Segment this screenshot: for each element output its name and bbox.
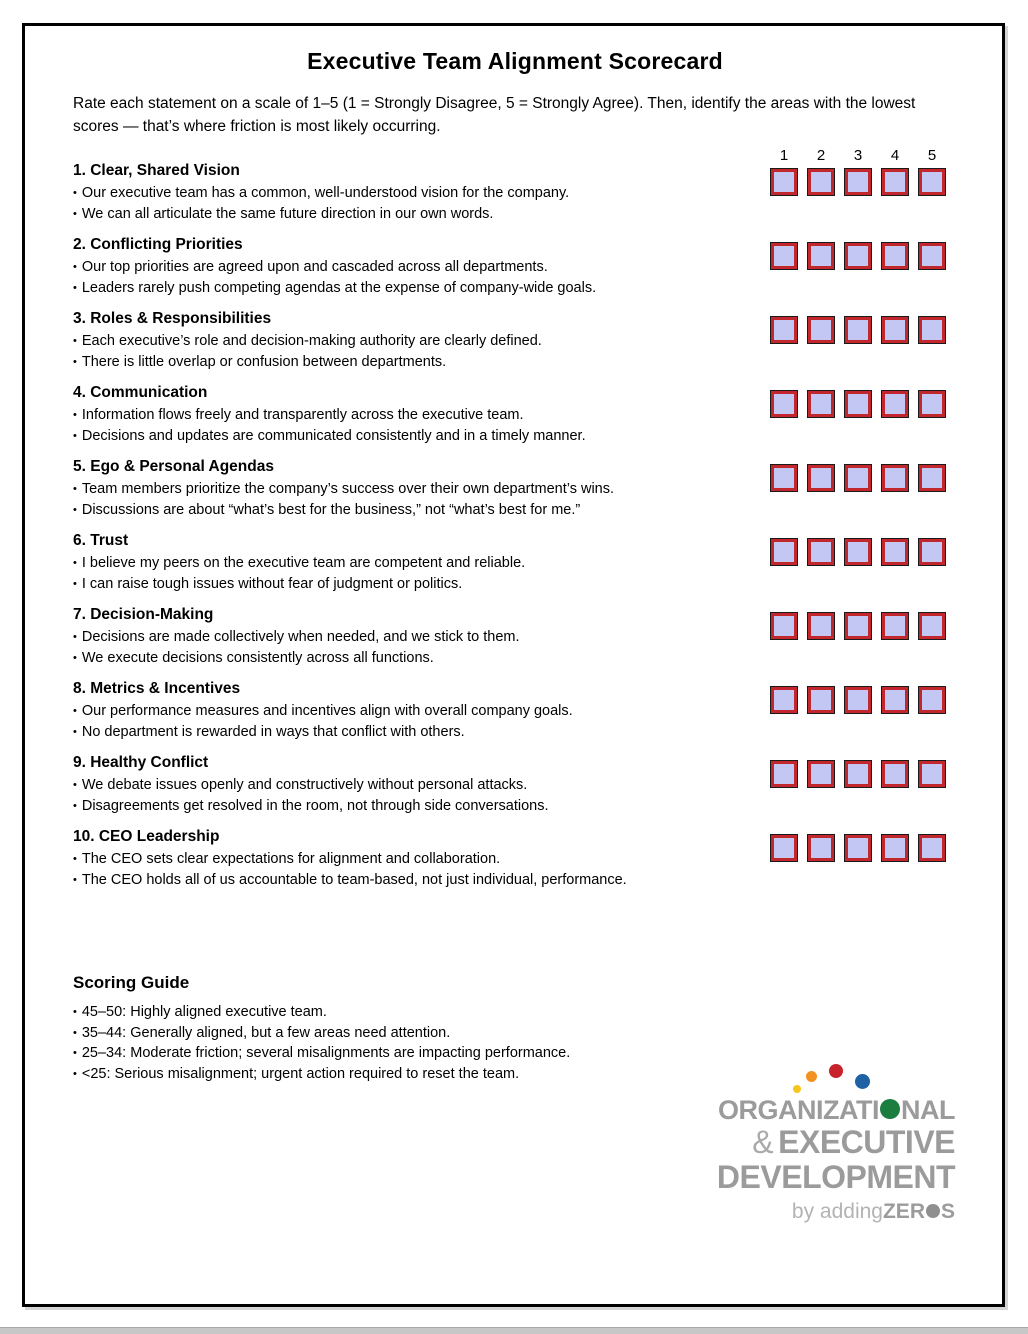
rating-checkbox-5[interactable] <box>919 687 945 713</box>
section-text <box>73 753 549 816</box>
section-heading: 9. Healthy Conflict <box>73 754 209 771</box>
scoring-guide-item <box>73 1043 957 1064</box>
rating-section-4 <box>73 383 957 446</box>
scale-label-2: 2 <box>816 147 826 164</box>
rating-checkbox-2[interactable] <box>808 539 834 565</box>
blue-dot-icon <box>855 1074 870 1089</box>
section-heading: 8. Metrics & Incentives <box>73 680 241 697</box>
checkbox-row <box>771 539 945 565</box>
logo-text: EXECUTIVE <box>778 1124 955 1160</box>
statement <box>73 183 569 204</box>
rating-checkbox-1[interactable] <box>771 687 797 713</box>
bullet-icon: • <box>73 631 77 643</box>
rating-section-5 <box>73 457 957 520</box>
rating-checkbox-3[interactable] <box>845 539 871 565</box>
rating-checkbox-1[interactable] <box>771 391 797 417</box>
statement <box>73 405 586 426</box>
logo-byline <box>665 1199 955 1224</box>
bullet-icon: • <box>73 1026 77 1039</box>
bullet-icon: • <box>73 281 77 294</box>
scale-label-1: 1 <box>779 147 789 164</box>
bullet-icon: • <box>73 705 77 717</box>
statement <box>73 870 627 891</box>
rating-row <box>771 687 945 713</box>
bullet-icon: • <box>73 577 77 590</box>
bullet-icon: • <box>73 335 77 347</box>
rating-checkbox-2[interactable] <box>808 391 834 417</box>
statement <box>73 553 525 574</box>
statement <box>73 627 520 648</box>
section-text <box>73 309 542 372</box>
section-heading: 4. Communication <box>73 384 208 401</box>
rating-checkbox-1[interactable] <box>771 835 797 861</box>
scale-label-3: 3 <box>853 147 863 164</box>
section-heading: 2. Conflicting Priorities <box>73 236 243 253</box>
rating-checkbox-3[interactable] <box>845 761 871 787</box>
section-text <box>73 531 525 594</box>
bullet-icon: • <box>73 207 77 220</box>
statement-text: Disagreements get resolved in the room, not through side conversations. <box>81 797 549 814</box>
statement-text: Our executive team has a common, well-understood vision for the company. <box>81 185 570 201</box>
section-heading: 3. Roles & Responsibilities <box>73 310 272 327</box>
rating-checkbox-4[interactable] <box>882 465 908 491</box>
scoring-guide-item <box>73 1002 957 1023</box>
checkbox-row <box>771 613 945 639</box>
scoring-guide-text: 45–50: Highly aligned executive team. <box>81 1004 327 1020</box>
section-text <box>73 235 596 298</box>
statement-text: Discussions are about “what’s best for the business,” not “what’s best for me.” <box>81 501 581 518</box>
addingzeros-logo <box>665 1063 955 1224</box>
statement-text: I can raise tough issues without fear of judgment or politics. <box>81 575 463 592</box>
bullet-icon: • <box>73 409 77 421</box>
statement-text: We can all articulate the same future direction in our own words. <box>81 205 494 222</box>
green-circle-icon <box>880 1099 900 1119</box>
rating-row <box>771 243 945 269</box>
rating-checkbox-1[interactable] <box>771 465 797 491</box>
bullet-icon: • <box>73 1047 77 1059</box>
rating-checkbox-2[interactable] <box>808 687 834 713</box>
bullet-icon: • <box>73 799 77 812</box>
rating-section-10 <box>73 827 957 890</box>
statement <box>73 775 549 796</box>
section-text <box>73 827 627 890</box>
rating-checkbox-2[interactable] <box>808 169 834 195</box>
statement <box>73 204 569 225</box>
statement-text: Our performance measures and incentives align with overall company goals. <box>81 703 573 719</box>
scoring-guide-text: <25: Serious misalignment; urgent action required to reset the team. <box>81 1065 520 1082</box>
rating-checkbox-5[interactable] <box>919 465 945 491</box>
statement <box>73 796 549 817</box>
statement-text: Leaders rarely push competing agendas at the expense of company-wide goals. <box>81 279 597 296</box>
checkbox-row <box>771 391 945 417</box>
rating-checkbox-5[interactable] <box>919 243 945 269</box>
statement-text: Team members prioritize the company’s success over their own department’s wins. <box>81 481 615 497</box>
statement <box>73 500 614 521</box>
rating-checkbox-3[interactable] <box>845 391 871 417</box>
bullet-icon: • <box>73 725 77 738</box>
section-heading: 5. Ego & Personal Agendas <box>73 458 274 475</box>
intro-text: Rate each statement on a scale of 1–5 (1 = Strongly Disagree, 5 = Strongly Agree). Then, identify the areas with the lowest scores — that’s where friction is most likely occurring. <box>73 95 916 135</box>
scoring-guide-heading: Scoring Guide <box>73 973 190 992</box>
orange-dot-icon <box>806 1071 817 1082</box>
byline-text: by adding <box>791 1200 883 1223</box>
gray-circle-icon <box>926 1204 940 1218</box>
rating-checkbox-1[interactable] <box>771 317 797 343</box>
checkbox-row <box>771 835 945 861</box>
bullet-icon: • <box>73 261 77 273</box>
logo-line-executive <box>665 1125 955 1160</box>
rating-checkbox-2[interactable] <box>808 761 834 787</box>
rating-section-3 <box>73 309 957 372</box>
statement <box>73 278 596 299</box>
checkbox-row <box>771 169 945 195</box>
statement-text: Decisions and updates are communicated consistently and in a timely manner. <box>81 427 586 444</box>
bullet-icon: • <box>73 429 77 442</box>
rating-row <box>771 147 945 195</box>
rating-checkbox-2[interactable] <box>808 317 834 343</box>
rating-checkbox-1[interactable] <box>771 761 797 787</box>
statement-text: Each executive’s role and decision-making authority are clearly defined. <box>81 333 542 349</box>
rating-checkbox-2[interactable] <box>808 243 834 269</box>
checkbox-row <box>771 317 945 343</box>
section-heading: 1. Clear, Shared Vision <box>73 162 240 179</box>
rating-section-7 <box>73 605 957 668</box>
rating-row <box>771 391 945 417</box>
rating-checkbox-5[interactable] <box>919 613 945 639</box>
bullet-icon: • <box>73 355 77 368</box>
rating-checkbox-3[interactable] <box>845 169 871 195</box>
rating-row <box>771 465 945 491</box>
checkbox-row <box>771 761 945 787</box>
bullet-icon: • <box>73 503 77 516</box>
rating-checkbox-3[interactable] <box>845 687 871 713</box>
statement <box>73 426 586 447</box>
logo-text: ORGANIZATI <box>718 1095 879 1125</box>
rating-checkbox-2[interactable] <box>808 465 834 491</box>
rating-section-8 <box>73 679 957 742</box>
logo-dots <box>665 1063 955 1095</box>
section-heading: 6. Trust <box>73 532 129 549</box>
bullet-icon: • <box>73 187 77 199</box>
scoring-guide-item <box>73 1023 957 1044</box>
rating-checkbox-4[interactable] <box>882 613 908 639</box>
rating-row <box>771 539 945 565</box>
rating-checkbox-1[interactable] <box>771 539 797 565</box>
checkbox-row <box>771 243 945 269</box>
checkbox-row <box>771 687 945 713</box>
rating-checkbox-3[interactable] <box>845 613 871 639</box>
rating-checkbox-5[interactable] <box>919 169 945 195</box>
statement <box>73 648 520 669</box>
logo-text: NAL <box>901 1095 955 1125</box>
bullet-icon: • <box>73 483 77 495</box>
rating-row <box>771 835 945 861</box>
statement <box>73 574 525 595</box>
page-bottom-bar <box>0 1327 1028 1334</box>
statement-text: We execute decisions consistently across all functions. <box>81 649 434 666</box>
statement-text: Information flows freely and transparently across the executive team. <box>81 407 524 423</box>
statement-text: The CEO sets clear expectations for alignment and collaboration. <box>81 851 501 867</box>
scoring-guide-text: 35–44: Generally aligned, but a few areas need attention. <box>81 1024 451 1041</box>
section-text <box>73 161 569 224</box>
rating-section-2 <box>73 235 957 298</box>
page-title: Executive Team Alignment Scorecard <box>307 48 723 74</box>
statement <box>73 849 627 870</box>
scoring-guide-text: 25–34: Moderate friction; several misalignments are impacting performance. <box>81 1045 571 1061</box>
statement-text: The CEO holds all of us accountable to team-based, not just individual, performance. <box>81 871 627 888</box>
scale-labels <box>771 147 945 165</box>
statement-text: I believe my peers on the executive team are competent and reliable. <box>81 555 526 571</box>
rating-checkbox-1[interactable] <box>771 613 797 639</box>
bullet-icon: • <box>73 557 77 569</box>
rating-checkbox-1[interactable] <box>771 169 797 195</box>
rating-checkbox-5[interactable] <box>919 835 945 861</box>
rating-checkbox-5[interactable] <box>919 539 945 565</box>
rating-checkbox-2[interactable] <box>808 613 834 639</box>
bullet-icon: • <box>73 853 77 865</box>
statement <box>73 352 542 373</box>
rating-checkbox-3[interactable] <box>845 317 871 343</box>
rating-checkbox-5[interactable] <box>919 391 945 417</box>
zeros-text: ZER S <box>882 1200 955 1223</box>
rating-row <box>771 317 945 343</box>
checkbox-row <box>771 465 945 491</box>
rating-checkbox-4[interactable] <box>882 317 908 343</box>
logo-line-organizational <box>665 1095 955 1125</box>
bullet-icon: • <box>73 779 77 791</box>
rating-checkbox-1[interactable] <box>771 243 797 269</box>
statement <box>73 257 596 278</box>
rating-checkbox-5[interactable] <box>919 761 945 787</box>
statement <box>73 331 542 352</box>
section-text <box>73 605 520 668</box>
rating-row <box>771 613 945 639</box>
section-heading: 7. Decision-Making <box>73 606 214 623</box>
bullet-icon: • <box>73 873 77 886</box>
section-text <box>73 457 614 520</box>
page-content <box>25 48 1002 1084</box>
section-text <box>73 679 573 742</box>
logo-line-development: DEVELOPMENT <box>716 1159 955 1195</box>
rating-checkbox-4[interactable] <box>882 169 908 195</box>
rating-checkbox-4[interactable] <box>882 243 908 269</box>
section-heading: 10. CEO Leadership <box>73 828 220 845</box>
statement-text: Decisions are made collectively when needed, and we stick to them. <box>81 629 520 645</box>
rating-checkbox-2[interactable] <box>808 835 834 861</box>
page-frame <box>22 23 1005 1307</box>
rating-checkbox-4[interactable] <box>882 835 908 861</box>
statement-text: No department is rewarded in ways that conflict with others. <box>81 723 465 740</box>
red-dot-icon <box>829 1064 843 1078</box>
rating-row <box>771 761 945 787</box>
rating-checkbox-4[interactable] <box>882 687 908 713</box>
rating-checkbox-4[interactable] <box>882 391 908 417</box>
bullet-icon: • <box>73 651 77 664</box>
rating-section-9 <box>73 753 957 816</box>
rating-checkbox-3[interactable] <box>845 243 871 269</box>
scale-label-4: 4 <box>890 147 900 164</box>
bullet-icon: • <box>73 1006 77 1018</box>
scale-label-5: 5 <box>927 147 937 164</box>
statement-text: Our top priorities are agreed upon and cascaded across all departments. <box>81 259 548 275</box>
statement-text: We debate issues openly and constructively without personal attacks. <box>81 777 528 793</box>
rating-section-1 <box>73 147 957 224</box>
statement <box>73 722 573 743</box>
rating-checkbox-3[interactable] <box>845 465 871 491</box>
section-text <box>73 383 586 446</box>
statement <box>73 701 573 722</box>
rating-checkbox-4[interactable] <box>882 761 908 787</box>
statement <box>73 479 614 500</box>
ampersand: & <box>752 1124 774 1160</box>
rating-checkbox-3[interactable] <box>845 835 871 861</box>
rating-checkbox-5[interactable] <box>919 317 945 343</box>
rating-section-6 <box>73 531 957 594</box>
sections-list <box>73 147 957 890</box>
bullet-icon: • <box>73 1067 77 1080</box>
rating-checkbox-4[interactable] <box>882 539 908 565</box>
statement-text: There is little overlap or confusion between departments. <box>81 353 447 370</box>
yellow-dot-icon <box>793 1085 801 1093</box>
